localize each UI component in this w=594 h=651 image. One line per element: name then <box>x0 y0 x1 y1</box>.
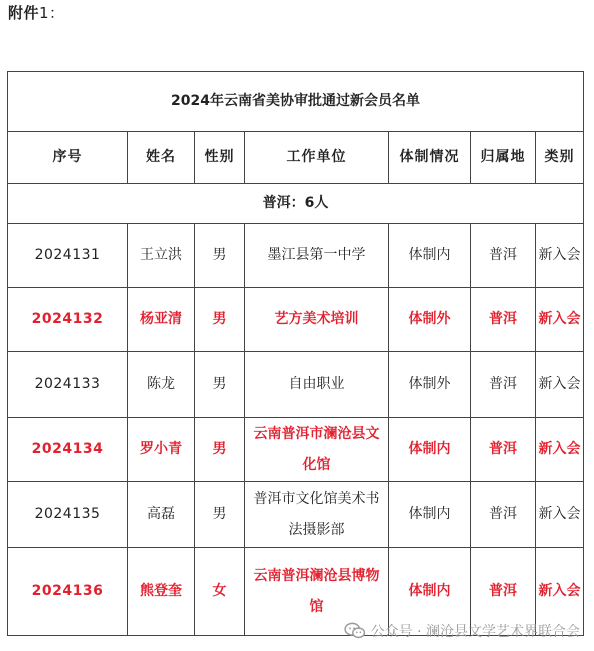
cell-system: 体制内 <box>389 482 471 548</box>
cell-category: 新入会 <box>536 418 584 482</box>
attachment-word: 附件 <box>8 4 40 22</box>
cell-unit: 艺方美术培训 <box>245 288 389 352</box>
cell-unit: 云南普洱市澜沧县文化馆 <box>245 418 389 482</box>
cell-category: 新入会 <box>536 548 584 636</box>
cell-region: 普洱 <box>471 548 536 636</box>
cell-name: 杨亚清 <box>128 288 195 352</box>
table-row <box>8 482 584 548</box>
cell-category: 新入会 <box>536 288 584 352</box>
header-system: 体制情况 <box>389 132 471 184</box>
cell-name: 熊登奎 <box>128 548 195 636</box>
header-category: 类别 <box>536 132 584 184</box>
cell-system: 体制内 <box>389 224 471 288</box>
cell-id: 2024133 <box>8 352 128 418</box>
cell-name: 陈龙 <box>128 352 195 418</box>
header-region: 归属地 <box>471 132 536 184</box>
cell-region: 普洱 <box>471 288 536 352</box>
cell-region: 普洱 <box>471 352 536 418</box>
table-row <box>8 352 584 418</box>
cell-gender: 男 <box>195 224 245 288</box>
cell-name: 王立洪 <box>128 224 195 288</box>
cell-id: 2024134 <box>8 418 128 482</box>
cell-system: 体制外 <box>389 288 471 352</box>
cell-system: 体制外 <box>389 352 471 418</box>
cell-id: 2024135 <box>8 482 128 548</box>
cell-system: 体制内 <box>389 418 471 482</box>
cell-gender: 男 <box>195 482 245 548</box>
attachment-number: 1： <box>39 4 65 22</box>
cell-id: 2024131 <box>8 224 128 288</box>
attachment-label <box>8 2 65 23</box>
group-heading: 普洱：6人 <box>8 184 584 224</box>
table-title: 2024年云南省美协审批通过新会员名单 <box>8 72 584 132</box>
cell-category: 新入会 <box>536 482 584 548</box>
header-gender: 性别 <box>195 132 245 184</box>
cell-region: 普洱 <box>471 224 536 288</box>
table-row <box>8 224 584 288</box>
header-id: 序号 <box>8 132 128 184</box>
cell-name: 罗小青 <box>128 418 195 482</box>
member-table <box>7 71 584 636</box>
cell-id: 2024132 <box>8 288 128 352</box>
table-row <box>8 418 584 482</box>
cell-unit: 自由职业 <box>245 352 389 418</box>
header-unit: 工作单位 <box>245 132 389 184</box>
cell-gender: 男 <box>195 352 245 418</box>
cell-category: 新入会 <box>536 352 584 418</box>
cell-gender: 男 <box>195 418 245 482</box>
wechat-icon <box>344 622 366 640</box>
header-row <box>8 132 584 184</box>
cell-system: 体制内 <box>389 548 471 636</box>
cell-gender: 女 <box>195 548 245 636</box>
watermark <box>344 621 580 641</box>
table-row <box>8 288 584 352</box>
cell-region: 普洱 <box>471 418 536 482</box>
watermark-text: 公众号 · 澜沧县文学艺术界联合会 <box>370 624 580 640</box>
cell-unit: 墨江县第一中学 <box>245 224 389 288</box>
cell-region: 普洱 <box>471 482 536 548</box>
cell-category: 新入会 <box>536 224 584 288</box>
cell-gender: 男 <box>195 288 245 352</box>
cell-unit: 云南普洱澜沧县博物馆 <box>245 548 389 636</box>
cell-name: 高磊 <box>128 482 195 548</box>
cell-id: 2024136 <box>8 548 128 636</box>
cell-unit: 普洱市文化馆美术书法摄影部 <box>245 482 389 548</box>
header-name: 姓名 <box>128 132 195 184</box>
